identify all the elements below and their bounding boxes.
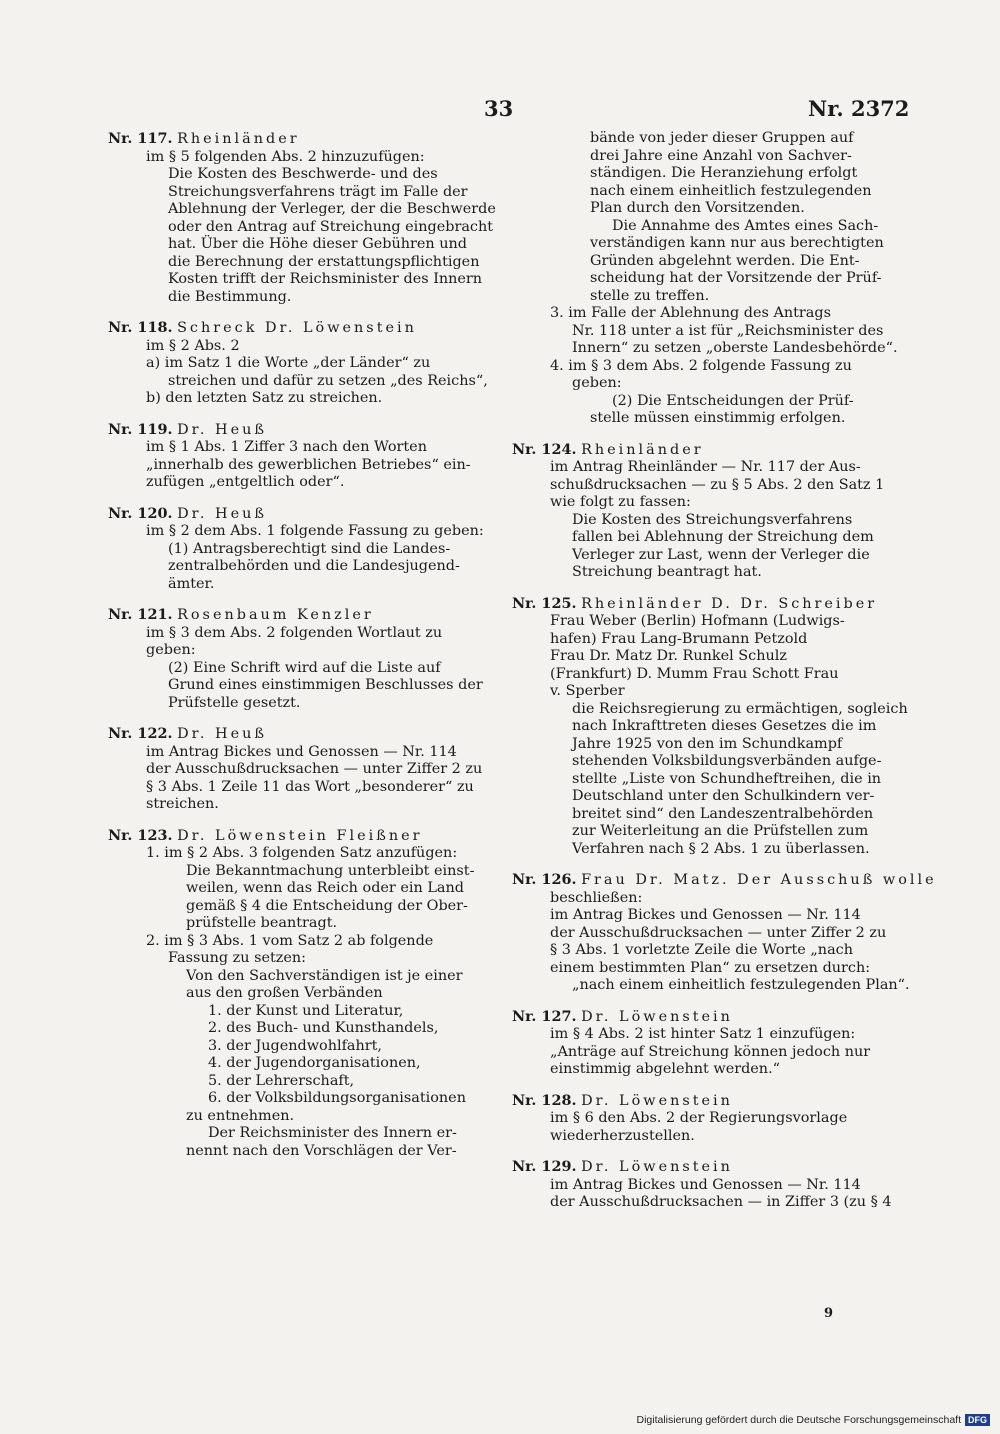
text-line: im Antrag Bickes und Genossen — Nr. 114: [550, 1176, 861, 1193]
text-line: (1) Antragsberechtigt sind die Landes-: [168, 540, 451, 557]
text-line: fallen bei Ablehnung der Streichung dem: [572, 529, 874, 545]
right-column: [512, 130, 937, 1225]
text-line: im § 3 dem Abs. 2 folgenden Wortlaut zu: [146, 624, 443, 641]
text-line: zentralbehörden und die Landesjugend-: [168, 558, 460, 574]
motion-sponsors: Dr. Heuß: [177, 505, 267, 522]
text-line: Der Reichsminister des Innern er-: [208, 1125, 457, 1141]
page-number: 33: [484, 96, 514, 121]
motion-sponsors: Rheinländer D. Dr. Schreiber: [581, 595, 878, 612]
motion-entry: [108, 319, 498, 408]
motion-entry: [512, 1092, 900, 1146]
text-line: Die Bekanntmachung unterbleibt einst-: [186, 862, 475, 879]
text-line: Innern“ zu setzen „oberste Landesbehörde“.: [572, 340, 898, 356]
text-line: beschließen:: [550, 889, 643, 906]
text-line: Grund eines einstimmigen Beschlusses der: [168, 677, 483, 693]
text-line: ständigen. Die Heranziehung erfolgt: [590, 165, 858, 181]
text-line: weilen, wenn das Reich oder ein Land: [186, 880, 464, 896]
text-line: Verfahren nach § 2 Abs. 1 zu überlassen.: [572, 840, 870, 857]
motion-entry: [512, 594, 908, 859]
text-line: einstimmig abgelehnt werden.“: [550, 1061, 781, 1077]
text-line: im § 5 folgenden Abs. 2 hinzuzufügen:: [146, 148, 425, 165]
text-line: streichen.: [146, 796, 219, 812]
motion-entry: [108, 130, 498, 306]
motion-sponsors: Rheinländer: [581, 441, 704, 458]
motion-heading: [108, 130, 498, 149]
text-line: Die Kosten des Beschwerde- und des: [168, 166, 438, 182]
text-line: drei Jahre eine Anzahl von Sachver-: [590, 147, 852, 164]
text-line: stehenden Volksbildungsverbänden aufge-: [572, 753, 882, 769]
text-line: Streichung beantragt hat.: [572, 564, 762, 580]
text-line: im § 6 den Abs. 2 der Regierungsvorlage: [550, 1110, 848, 1126]
motion-entry: [108, 827, 498, 1161]
motion-entry: [512, 1008, 900, 1079]
motion-entry: [108, 606, 498, 712]
motion-sponsors: Dr. Heuß: [177, 726, 267, 742]
text-line: der Ausschußdrucksachen — in Ziffer 3 (zu § 4: [550, 1194, 892, 1210]
text-line: die Reichsregierung zu ermächtigen, sogleich: [572, 700, 908, 717]
text-line: 1. im § 2 Abs. 3 folgenden Satz anzufügen:: [146, 845, 458, 861]
text-line: breitet sind“ den Landeszentralbehörden: [572, 805, 874, 822]
digitization-credit: [636, 1414, 990, 1426]
motion-number: Nr. 119.: [108, 420, 173, 438]
text-line: prüfstelle beantragt.: [186, 915, 338, 931]
text-line: geben:: [146, 642, 196, 658]
text-line: Gründen abgelehnt werden. Die Ent-: [590, 252, 860, 269]
motion-number: Nr. 117.: [108, 130, 173, 147]
text-line: Plan durch den Vorsitzenden.: [590, 200, 805, 216]
motion-heading: [108, 421, 498, 440]
text-line: der Ausschußdrucksachen — unter Ziffer 2 zu: [146, 761, 483, 777]
text-line: bände von jeder dieser Gruppen auf: [590, 130, 854, 146]
text-line: Nr. 118 unter a ist für „Reichsminister des: [572, 322, 884, 339]
text-line: scheidung hat der Vorsitzende der Prüf-: [590, 270, 882, 286]
motion-sponsors: Frau Dr. Matz. Der Ausschuß wolle: [581, 872, 937, 888]
text-line: geben:: [572, 375, 622, 391]
text-line: Streichungsverfahrens trägt im Falle der: [168, 183, 468, 200]
text-line: Verleger zur Last, wenn der Verleger die: [572, 546, 870, 563]
motion-entry: [512, 130, 900, 428]
motion-heading: [512, 871, 937, 890]
text-line: aus den großen Verbänden: [186, 985, 383, 1001]
signature-mark: 9: [824, 1306, 834, 1321]
motion-heading: [512, 1092, 900, 1111]
left-column: [108, 130, 498, 1173]
motion-sponsors: Dr. Löwenstein: [581, 1008, 733, 1025]
text-line: zur Weiterleitung an die Prüfstellen zum: [572, 823, 869, 839]
text-line: der Ausschußdrucksachen — unter Ziffer 2 zu: [550, 924, 887, 941]
text-line: schußdrucksachen — zu § 5 Abs. 2 den Satz 1: [550, 476, 885, 493]
text-line: v. Sperber: [550, 683, 625, 699]
text-line: im Antrag Rheinländer — Nr. 117 der Aus-: [550, 459, 861, 475]
motion-heading: [512, 1158, 900, 1177]
text-line: 4. der Jugendorganisationen,: [208, 1055, 421, 1071]
motion-number: Nr. 128.: [512, 1091, 577, 1109]
text-line: a) im Satz 1 die Worte „der Länder“ zu: [146, 355, 431, 371]
text-line: im Antrag Bickes und Genossen — Nr. 114: [146, 743, 457, 760]
text-line: im § 2 Abs. 2: [146, 337, 240, 354]
text-line: stelle müssen einstimmig erfolgen.: [590, 410, 846, 426]
text-line: „nach einem einheitlich festzulegenden Plan“.: [572, 977, 910, 993]
motion-sponsors: Rheinländer: [177, 131, 300, 147]
text-line: im § 4 Abs. 2 ist hinter Satz 1 einzufügen:: [550, 1026, 856, 1042]
text-line: § 3 Abs. 1 Zeile 11 das Wort „besonderer“ zu: [146, 778, 474, 795]
motion-sponsors: Schreck Dr. Löwenstein: [177, 320, 417, 336]
text-line: „innerhalb des gewerblichen Betriebes“ ein-: [146, 456, 471, 473]
text-line: stellte „Liste von Schundheftreihen, die in: [572, 770, 882, 787]
drucksache-number: Nr. 2372: [808, 96, 910, 121]
text-line: nach Inkrafttreten dieses Gesetzes die im: [572, 718, 877, 734]
motion-entry: [512, 871, 937, 995]
text-line: (Frankfurt) D. Mumm Frau Schott Frau: [550, 665, 839, 682]
text-line: nach einem einheitlich festzulegenden: [590, 182, 872, 199]
text-line: einem bestimmten Plan“ zu ersetzen durch:: [550, 959, 871, 976]
motion-number: Nr. 122.: [108, 725, 173, 742]
text-line: 2. im § 3 Abs. 1 vom Satz 2 ab folgende: [146, 932, 434, 949]
motion-number: Nr. 120.: [108, 504, 173, 522]
text-line: (2) Eine Schrift wird auf die Liste auf: [168, 659, 441, 676]
text-line: 3. der Jugendwohlfahrt,: [208, 1037, 382, 1054]
motion-number: Nr. 127.: [512, 1007, 577, 1025]
text-line: 3. im Falle der Ablehnung des Antrags: [550, 305, 831, 321]
motion-entry: [108, 421, 498, 492]
text-line: hat. Über die Höhe dieser Gebühren und: [168, 236, 467, 252]
text-line: 6. der Volksbildungsorganisationen: [208, 1090, 466, 1106]
text-line: verständigen kann nur aus berechtigten: [590, 235, 884, 251]
motion-sponsors: Rosenbaum Kenzler: [177, 607, 374, 623]
motion-sponsors: Dr. Löwenstein: [581, 1159, 733, 1175]
credit-text: Digitalisierung gefördert durch die Deutsche Forschungsgemeinschaft: [636, 1414, 961, 1426]
motion-number: Nr. 123.: [108, 826, 173, 844]
text-line: wiederherzustellen.: [550, 1127, 695, 1144]
text-line: (2) Die Entscheidungen der Prüf-: [612, 392, 854, 409]
text-line: § 3 Abs. 1 vorletzte Zeile die Worte „nach: [550, 942, 853, 958]
text-line: die Bestimmung.: [168, 288, 292, 305]
text-line: oder den Antrag auf Streichung eingebracht: [168, 218, 494, 235]
motion-entry: [108, 505, 498, 594]
text-line: b) den letzten Satz zu streichen.: [146, 390, 383, 406]
text-line: gemäß § 4 die Entscheidung der Ober-: [186, 897, 468, 914]
motion-number: Nr. 124.: [512, 440, 577, 458]
text-line: nennt nach den Vorschlägen der Ver-: [186, 1142, 457, 1159]
text-line: Die Kosten des Streichungsverfahrens: [572, 511, 853, 528]
text-line: Deutschland unter den Schulkindern ver-: [572, 788, 875, 804]
text-line: „Anträge auf Streichung können jedoch nur: [550, 1043, 871, 1060]
motion-entry: [512, 1158, 900, 1212]
text-line: im § 1 Abs. 1 Ziffer 3 nach den Worten: [146, 439, 427, 455]
text-line: die Berechnung der erstattungspflichtigen: [168, 253, 480, 270]
text-line: hafen) Frau Lang-Brumann Petzold: [550, 630, 808, 647]
motion-sponsors: Dr. Heuß: [177, 421, 267, 438]
text-line: ämter.: [168, 575, 215, 592]
text-line: streichen und dafür zu setzen „des Reichs“,: [168, 372, 488, 389]
text-line: 2. des Buch- und Kunsthandels,: [208, 1020, 439, 1036]
text-line: stelle zu treffen.: [590, 287, 710, 304]
text-line: 1. der Kunst und Literatur,: [208, 1002, 404, 1019]
motion-number: Nr. 118.: [108, 319, 173, 336]
motion-heading: [512, 1008, 900, 1027]
text-line: 4. im § 3 dem Abs. 2 folgende Fassung zu: [550, 357, 852, 374]
motion-number: Nr. 125.: [512, 594, 577, 612]
motion-heading: [108, 827, 498, 846]
motion-heading: [108, 319, 498, 338]
text-line: wie folgt zu fassen:: [550, 494, 691, 510]
text-line: Von den Sachverständigen ist je einer: [186, 967, 463, 984]
motion-entry: [108, 725, 498, 814]
text-line: Frau Weber (Berlin) Hofmann (Ludwigs-: [550, 613, 845, 629]
motion-heading: [108, 606, 498, 625]
text-line: zufügen „entgeltlich oder“.: [146, 474, 345, 490]
motion-heading: [108, 725, 498, 744]
text-line: im § 2 dem Abs. 1 folgende Fassung zu geben:: [146, 523, 484, 539]
text-line: Prüfstelle gesetzt.: [168, 694, 301, 711]
motion-sponsors: Dr. Löwenstein Fleißner: [177, 827, 423, 844]
dfg-logo: DFG: [965, 1414, 990, 1426]
text-line: Frau Dr. Matz Dr. Runkel Schulz: [550, 648, 787, 664]
text-line: 5. der Lehrerschaft,: [208, 1072, 355, 1089]
motion-number: Nr. 126.: [512, 871, 577, 888]
text-line: zu entnehmen.: [186, 1107, 295, 1124]
text-line: im Antrag Bickes und Genossen — Nr. 114: [550, 907, 861, 923]
motion-entry: [512, 441, 900, 582]
motion-heading: [512, 595, 900, 614]
motion-number: Nr. 121.: [108, 606, 173, 623]
text-line: Kosten trifft der Reichsminister des Innern: [168, 271, 483, 287]
text-line: Fassung zu setzen:: [168, 950, 307, 966]
motion-number: Nr. 129.: [512, 1158, 577, 1175]
text-line: Ablehnung der Verleger, der die Beschwerde: [168, 201, 496, 217]
motion-heading: [108, 505, 498, 524]
text-line: Jahre 1925 von den im Schundkampf: [572, 735, 843, 752]
text-line: Die Annahme des Amtes eines Sach-: [612, 217, 879, 234]
motion-sponsors: Dr. Löwenstein: [581, 1092, 733, 1109]
motion-heading: [512, 441, 900, 460]
